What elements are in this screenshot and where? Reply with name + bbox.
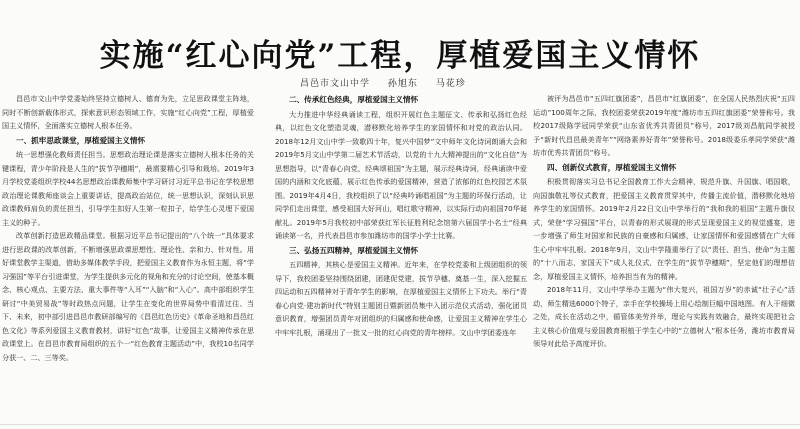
article-title: 实施“红心向党”工程，厚植爱国主义情怀 bbox=[99, 38, 701, 74]
bottom-divider bbox=[0, 424, 800, 425]
paragraph: 改革创新打造思政精品课堂。根据习近平总书记提出的“八个统一”具体要求进行思政课的改革创新，不断增强思政课思想性、理论性、亲和力、针对性。用好课堂教学主渠道，借助多媒体教学手段，把爱国主义教育作为永恒主题，将“学习强国”等平台引进课堂，为学生提供多元化的视角和充分的讨论空间，使基本概念、核心观点、主要方法、重大事件等“入耳”“入脑”和“入心”。高中部组织学生研讨“中美贸易战”等时政热点问题，让学生在变化的世界局势中看清过往、当下、未来，初中部引进昌邑市教研部编写的《昌邑红色历史》《革命圣地和昌邑红色文化》等系列爱国主义教育教材，讲好“红色”故事，让爱国主义精神传承在思政课堂上。在昌邑市教育局组织的五个一“红色教育主题活动”中，我校10名同学分获一、二、三等奖。 bbox=[2, 231, 254, 362]
byline-school: 昌邑市文山中学 bbox=[300, 79, 371, 89]
paragraph: 大力推进中华经典诵读工程，组织开展红色主题征文、传承和弘扬红色经典，以红色文化塑造灵魂，潜移默化培养学生的家国情怀和对党的政治认同。2018年12月文山中学一致歌四十年，复兴中国梦”文中师年文化诗词朗诵大会和2019年5月文山中学第二届艺术节活动，以党的十九大精神提出的“文化自信”为思想指导，以“青春心向党，经典颂祖国”为主题，展示经典诗词，经典诵读中爱国的内涵和文化底蕴，展示红色传承的爱国精神，营造了浓郁的红色校园艺术氛围。2019年4月4日，我校组织了以“经典吟诵唱祖国”为主题的环保行活动，让同学们走出课堂，感受祖国大好河山，唱红歌守精神，以实际行动向祖国70华诞献礼。2019年5月我校初中部荣获红军长征胜利纪念馆第六届国学小名士“经典诵读第一名，并代表昌邑市参加潍坊市的国学小学士比赛。 bbox=[275, 109, 527, 240]
paragraph: 被评为昌邑市“五四红旗团委”，昌邑市“红旗团委”，在全国人民热烈庆祝“五四运动”100周年之际，我校团委荣获2019年度“潍坊市五四红旗团委”荣誉称号。我校2017级陈学冠同学荣获“山东省优秀共青团员”称号，2017级刘昌航同学被授予“新时代昌邑最美青年”“网络素养好青年”荣誉称号。2018级委乐孝同学荣获“潍坊市优秀共青团员”称号。 bbox=[533, 94, 795, 157]
byline-author-1: 孙旭东 bbox=[387, 79, 418, 89]
section-heading-1: 一、抓牢思政课堂，厚植爱国主义情怀 bbox=[16, 135, 146, 145]
section-heading-4: 四、创新仪式教育，厚植爱国主义情怀 bbox=[547, 162, 677, 172]
section-heading-3: 三、弘扬五四精神，厚植爱国主义情怀 bbox=[289, 245, 419, 255]
paragraph: 积极贯彻落实习总书记全国教育工作大会精神，规范升旗、升国旗、唱国歌，向国旗敬礼等仪式教育，把爱国主义教育贯穿其中，传播主流价值，潜移默化地培养学生的家国情怀。2019年2月22日文山中学举行的“我和我的祖国”主题升旗仪式，荣登“学习强国”平台，以青春的形式展现的形式呈现爱国主义的视觉盛宴，进一步增强了师生对国家和民族的自豪感和归属感，让家国情怀和爱国感情在广大师生心中牢牢扎根。2018年9月，文山中学隆重举行了以“责任、担当、使命”为主题的“十八而志，家国天下”成人礼仪式，在学生的“拔节孕穗期”，坚定他们的理想信念，厚植爱国主义情怀，培养担当有为的精神。 bbox=[533, 177, 795, 281]
text-column-1 bbox=[2, 92, 254, 424]
paragraph: 昌邑市文山中学党委始终坚持立德树人、德育为先，立足思政课堂主阵地，同时不断创新载体形式，探索意识形态领域工作，实施“红心向党”工程，厚植爱国主义情怀，全面落实立德树人根本任务。 bbox=[2, 94, 254, 130]
byline-author-2: 马花珍 bbox=[435, 79, 466, 89]
paragraph: 五四精神，其核心是爱国主义精神。近年来，在学校党委和上级团组织的领导下，我校团委坚持围绕团建，团建促党建，拔节孕穗、奠基一生，深入挖掘五四运动和五四精神对于青年学生的影响，在厚植爱国主义情怀上下功夫。举行“青春心向党·建功新时代”特别主题团日暨新团员集中入团示范仪式活动，强化团员意识教育，增强团员青年对团组织的归属感和使命感，让爱国主义精神在学生心中牢牢扎根，涌现出了一批又一批的红心向党的青年榜样。文山中学团委连年 bbox=[275, 260, 527, 337]
paragraph: 统一思想强化教师责任担当。思想政治理论课是落实立德树人根本任务的关键课程，青少年阶段是人生的“拔节孕穗期”，最需要精心引导和栽培。2019年3月学校党委组织学校44名思想政治课教师集中学习研讨习近平总书记在学校思想政治理论课教师座谈会上重要讲话，提高政治站位，统一思想认识，深刻认识思政课教师肩负的责任担当，引导学生扣好人生第一粒扣子，给学生心灵埋下爱国主义的种子。 bbox=[2, 150, 254, 227]
paragraph: 2018年11月，文山中学举办主题为“伟大复兴，祖国万岁”的赤诚“壮子心”活动，师生精选6000个特子，亲手在学校操场上用心绘制巨幅中国地图。有人干细微之处，成长在活动之中，循管体美劳并举，理论与实践有效融合，最终实现把社会主义核心价值观与爱国教育根植于学生心中的“立德树人”根本任务，潍坊市教育局领导对此给予高度评价。 bbox=[533, 285, 795, 348]
section-heading-2: 二、传承红色经典，厚植爱国主义情怀 bbox=[289, 95, 419, 104]
byline bbox=[300, 76, 620, 89]
text-column-2 bbox=[275, 92, 527, 424]
text-column-3 bbox=[533, 92, 795, 424]
